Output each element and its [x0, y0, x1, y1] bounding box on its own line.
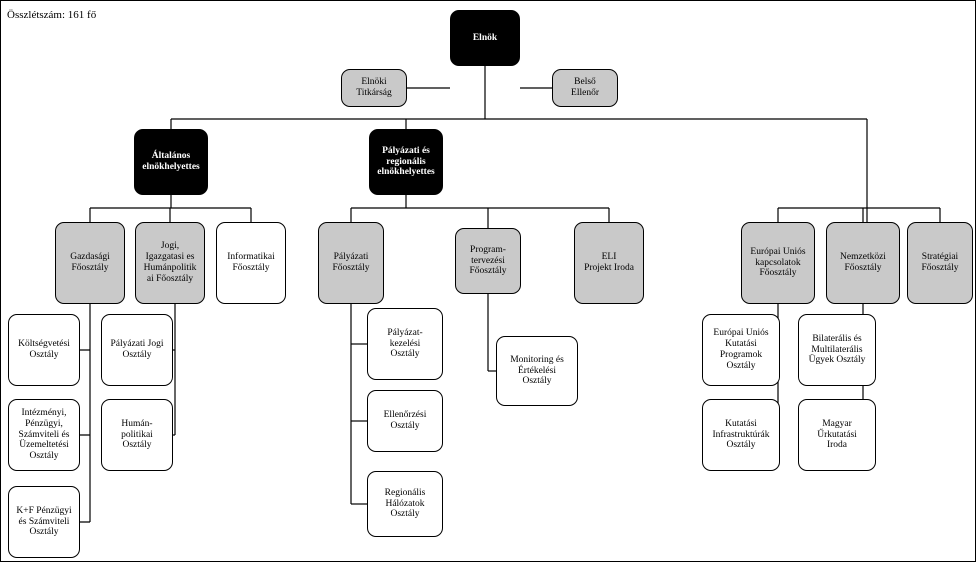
- org-node-strategiai[interactable]: [907, 222, 973, 304]
- org-node-bilateralis[interactable]: [798, 314, 876, 386]
- org-node-alt-elnokh[interactable]: [134, 129, 208, 195]
- org-node-human-politikai[interactable]: [101, 399, 173, 471]
- org-node-label: Ellenőrzési Osztály: [383, 410, 427, 431]
- org-node-eli[interactable]: [574, 222, 644, 304]
- org-node-label: Program- tervezési Főosztály: [469, 244, 507, 277]
- org-node-label: Elnök: [472, 32, 498, 43]
- org-node-label: Magyar Űrkutatási Iroda: [817, 418, 857, 451]
- org-node-label: K+F Pénzügyi és Számviteli Osztály: [16, 505, 72, 538]
- org-node-label: Gazdasági Főosztály: [70, 252, 110, 273]
- org-node-eu-kutatasi[interactable]: [702, 314, 780, 386]
- org-node-regionalis-h[interactable]: [367, 471, 443, 537]
- org-node-label: Bilaterális és Multilaterális Ügyek Osztály: [808, 333, 866, 366]
- org-node-informatikai[interactable]: [216, 222, 286, 304]
- org-node-label: Stratégiai Főosztály: [921, 252, 959, 273]
- org-node-intezmenyi[interactable]: [8, 399, 80, 471]
- org-node-label: Nemzetközi Főosztály: [840, 252, 886, 273]
- org-node-kf-penzugyi[interactable]: [8, 486, 80, 558]
- org-node-magyar-urkutatasi[interactable]: [798, 399, 876, 471]
- org-node-label: Informatikai Főosztály: [227, 252, 275, 273]
- org-node-elnoki-titkarsag[interactable]: [341, 69, 407, 107]
- org-node-label: Intézményi, Pénzügyi, Számviteli és Üzemeltetési Osztály: [18, 407, 70, 462]
- org-node-eu-kapcs[interactable]: [741, 222, 815, 304]
- org-node-nemzetkozi[interactable]: [826, 222, 900, 304]
- org-node-label: Elnöki Titkárság: [356, 77, 392, 98]
- org-node-koltsegvetesi[interactable]: [8, 314, 80, 386]
- org-node-gazdasagi[interactable]: [55, 222, 125, 304]
- org-node-monitoring[interactable]: [496, 336, 578, 406]
- org-node-label: Belső Ellenőr: [571, 77, 599, 98]
- org-node-label: Regionális Hálózatok Osztály: [384, 487, 426, 520]
- org-node-programtervezesi[interactable]: [455, 228, 521, 294]
- org-node-belso-ellenor[interactable]: [552, 69, 618, 107]
- org-node-label: Pályázati Főosztály: [332, 252, 370, 273]
- org-node-label: Humán- politikai Osztály: [121, 418, 153, 451]
- org-node-label: Európai Uniós Kutatási Programok Osztály: [713, 328, 769, 371]
- org-node-elnok[interactable]: [450, 10, 520, 66]
- org-node-palyazati-fo[interactable]: [318, 222, 384, 304]
- org-node-label: Pályázati és regionális elnökhelyettes: [377, 145, 435, 178]
- org-node-label: Pályázati Jogi Osztály: [110, 339, 164, 360]
- org-node-label: Pályázat- kezelési Osztály: [387, 327, 423, 360]
- org-node-palyazatkezelesi[interactable]: [367, 308, 443, 380]
- total-headcount-label: Összlétszám: 161 fő: [7, 9, 97, 21]
- org-node-label: Monitoring és Értékelési Osztály: [510, 354, 564, 387]
- org-node-label: Kutatási Infrastruktúrák Osztály: [712, 418, 770, 451]
- org-node-label: ELI Projekt Iroda: [584, 252, 634, 273]
- org-node-jogi[interactable]: [135, 222, 205, 304]
- org-node-label: Általános elnökhelyettes: [142, 151, 200, 172]
- org-node-ellenorzesi[interactable]: [367, 390, 443, 452]
- org-node-palyazati-jogi[interactable]: [101, 314, 173, 386]
- org-node-label: Költségvetési Osztály: [18, 339, 70, 360]
- org-node-kutatasi-infra[interactable]: [702, 399, 780, 471]
- org-node-paly-elnokh[interactable]: [369, 129, 443, 195]
- org-node-label: Európai Uniós kapcsolatok Főosztály: [750, 246, 806, 279]
- org-node-label: Jogi, Igazgatasi es Humánpolitik ai Főosztály: [143, 241, 197, 284]
